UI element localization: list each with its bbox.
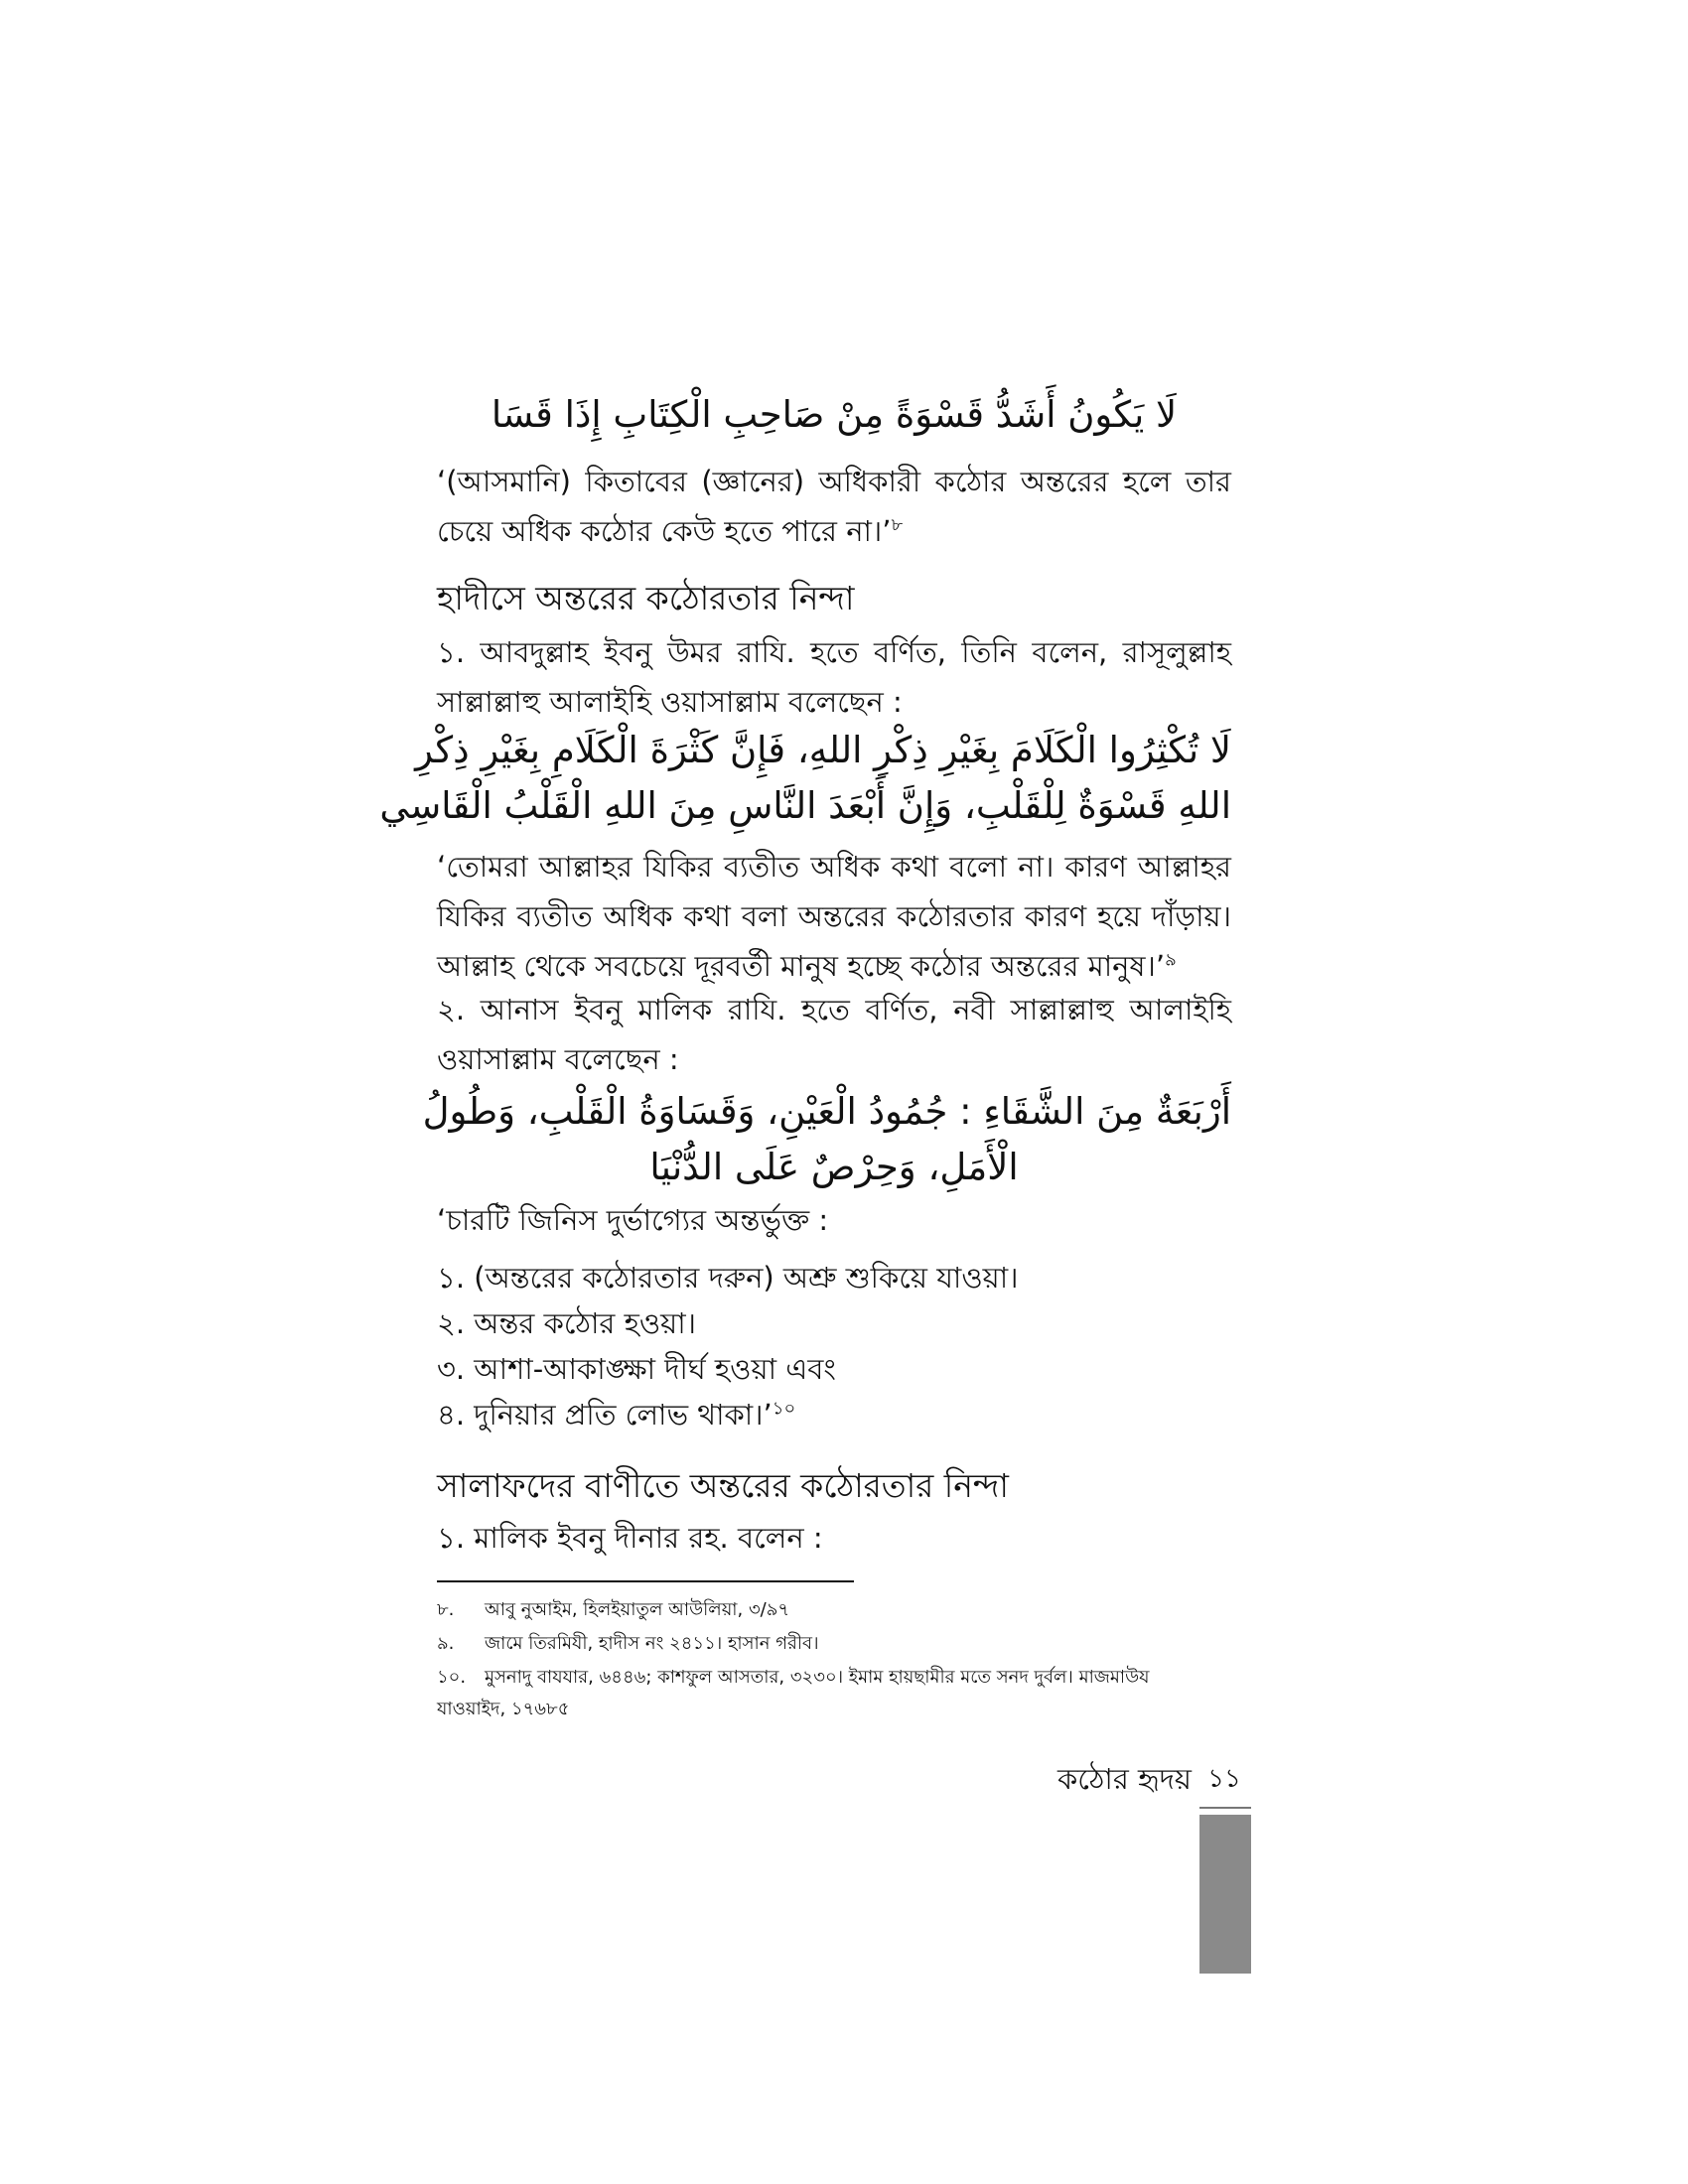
footnote-10 <box>437 1662 1231 1694</box>
list-item: ৩. আশা-আকাঙ্ক্ষা দীর্ঘ হওয়া এবং <box>437 1352 836 1386</box>
footnote-ref-8: ৮ <box>891 514 904 536</box>
footnote-8 <box>437 1594 1231 1626</box>
footnote-text: আবু নুআইম, হিলইয়াতুল আউলিয়া, ৩/৯৭ <box>485 1599 790 1620</box>
footnote-ref-10: ১০ <box>772 1398 796 1420</box>
page-number: ১১ <box>1207 1764 1241 1794</box>
footnote-text: মুসনাদু বাযযার, ৬৪৪৬; কাশফুল আসতার, ৩২৩০। ইমাম হায়ছামীর মতে সনদ দুর্বল। মাজমাউয <box>485 1667 1150 1688</box>
arabic-hadith-1 <box>379 723 1231 834</box>
list-item <box>437 1392 1231 1437</box>
translation-1-text: ‘(আসমানি) কিতাবের (জ্ঞানের) অধিকারী কঠোর অন্তরের হলে তার চেয়ে অধিক কঠোর কেউ হতে পারে না।’ <box>437 465 1231 548</box>
footnote-number: ৮. <box>437 1599 455 1620</box>
footnote-9 <box>437 1628 1231 1660</box>
footnote-text: জামে তিরমিযী, হাদীস নং ২৪১১। হাসান গরীব। <box>485 1633 819 1654</box>
hadith-2-intro: ২. আনাস ইবনু মালিক রাযি. হতে বর্ণিত, নবী সাল্লাল্লাহু আলাইহি ওয়াসাল্লাম বলেছেন : <box>437 993 1231 1076</box>
four-things-intro: ‘চারটি জিনিস দুর্ভাগ্যের অন্তর্ভুক্ত : <box>437 1203 829 1237</box>
list-item: ১. (অন্তরের কঠোরতার দরুন) অশ্রু শুকিয়ে যাওয়া। <box>437 1261 1019 1295</box>
arabic-line: الْأَمَلِ، وَحِرْصٌ عَلَى الدُّنْيَا <box>649 1146 1019 1188</box>
translation-2-text: ‘তোমরা আল্লাহর যিকির ব্যতীত অধিক কথা বলো না। কারণ আল্লাহর যিকির ব্যতীত অধিক কথা বলা অন্তরের কঠোরতার কারণ হয়ে দাঁড়ায়। আল্লাহ থেকে সবচেয়ে দূরবর্তী মানুষ হচ্ছে কঠোর অন্তরের মানুষ।’ <box>437 850 1231 983</box>
arabic-hadith-2 <box>422 1084 1231 1195</box>
heading-hadith: হাদীসে অন্তরের কঠোরতার নিন্দা <box>437 579 855 617</box>
list-item-text: ৪. দুনিয়ার প্রতি লোভ থাকা।’ <box>437 1398 773 1432</box>
salaf-1-intro: ১. মালিক ইবনু দীনার রহ. বলেন : <box>437 1521 823 1555</box>
arabic-line: أَرْبَعَةٌ مِنَ الشَّقَاءِ : جُمُودُ الْعَيْنِ، وَقَسَاوَةُ الْقَلْبِ، وَطُولُ <box>422 1090 1231 1133</box>
translation-1 <box>437 457 1231 556</box>
hadith-1-intro: ১. আবদুল্লাহ ইবনু উমর রাযি. হতে বর্ণিত, তিনি বলেন, রাসূলুল্লাহ সাল্লাল্লাহু আলাইহি ওয়াসাল্লাম বলেছেন : <box>437 635 1231 719</box>
arabic-line: لَا تُكْثِرُوا الْكَلَامَ بِغَيْرِ ذِكْرِ اللهِ، فَإِنَّ كَثْرَةَ الْكَلَامِ بِغَيْرِ ذِكْرِ <box>415 729 1231 771</box>
running-title: কঠোর হৃদয় <box>1056 1762 1192 1796</box>
heading-salaf: সালাফদের বাণীতে অন্তরের কঠোরতার নিন্দা <box>437 1466 1009 1505</box>
footnote-number: ১০. <box>437 1667 467 1688</box>
footnote-number: ৯. <box>437 1633 455 1654</box>
footnote-10-continuation: যাওয়াইদ, ১৭৬৮৫ <box>437 1699 570 1719</box>
arabic-line: لَا يَكُونُ أَشَدُّ قَسْوَةً مِنْ صَاحِبِ الْكِتَابِ إِذَا قَسَا <box>491 393 1178 436</box>
arabic-quote-1 <box>437 387 1231 443</box>
page-number-rule <box>1199 1807 1251 1809</box>
arabic-line: اللهِ قَسْوَةٌ لِلْقَلْبِ، وَإِنَّ أَبْعَدَ النَّاسِ مِنَ اللهِ الْقَلْبُ الْقَاسِي <box>379 784 1231 827</box>
footnote-divider <box>437 1580 854 1582</box>
translation-2 <box>437 842 1231 991</box>
thumb-index-tab <box>1199 1815 1251 1974</box>
footnote-ref-9: ৯ <box>1165 949 1177 971</box>
list-item: ২. অন্তর কঠোর হওয়া। <box>437 1306 697 1340</box>
